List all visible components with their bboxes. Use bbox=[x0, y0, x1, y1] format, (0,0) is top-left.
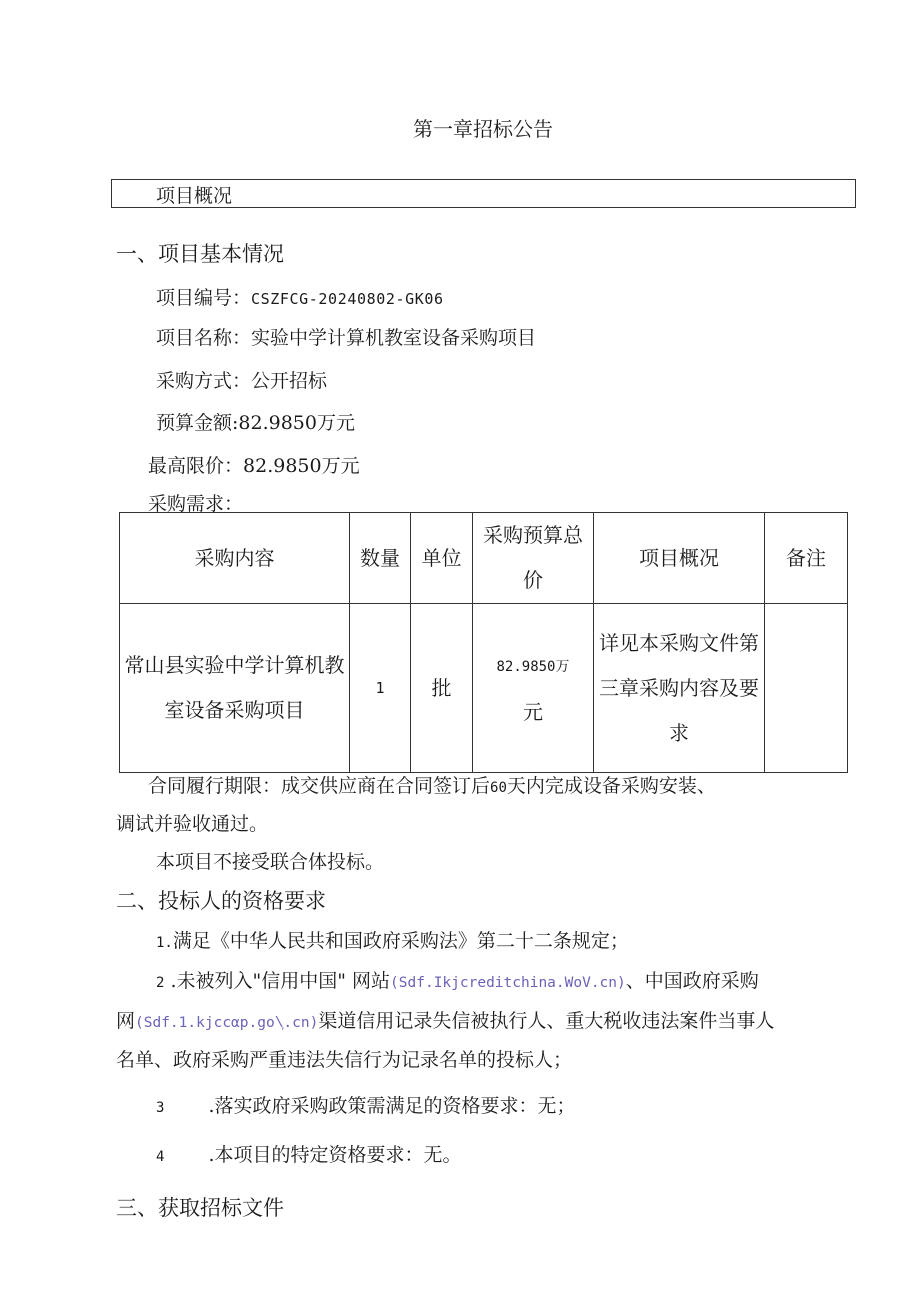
cell-remark bbox=[765, 604, 848, 773]
header-remark: 备注 bbox=[765, 513, 848, 604]
cell-content-line1: 常山县实验中学计算机教 bbox=[124, 653, 345, 677]
qual-item-4-text: .本项目的特定资格要求：无。 bbox=[208, 1144, 462, 1166]
overview-box bbox=[111, 179, 856, 208]
qual-item-2-num: 2 bbox=[156, 975, 165, 991]
qual-item-4 bbox=[156, 1140, 461, 1167]
qual-item-3 bbox=[156, 1091, 575, 1118]
qual-item-2-pre: .未被列入"信用中国" 网站 bbox=[170, 970, 391, 992]
procurement-method: 采购方式：公开招标 bbox=[156, 370, 328, 392]
qual-item-1 bbox=[156, 926, 629, 953]
contract-days: 60 bbox=[490, 780, 507, 796]
cell-qty: 1 bbox=[350, 604, 411, 773]
max-price-value: 82.9850万元 bbox=[243, 455, 360, 477]
table-header-row bbox=[120, 513, 848, 604]
header-budget-line2: 价 bbox=[523, 568, 543, 592]
qual-item-2-line2-pre: 网 bbox=[116, 1010, 136, 1032]
budget-label: 预算金额: bbox=[156, 412, 239, 434]
budget-line bbox=[156, 408, 355, 435]
qual-item-3-num: 3 bbox=[156, 1100, 165, 1116]
demand-label: 采购需求： bbox=[148, 493, 244, 515]
credit-china-link[interactable]: (Sdf.Ikjcreditchina.WoV.cn) bbox=[390, 975, 626, 991]
section1-heading: 一、项目基本情况 bbox=[116, 242, 284, 266]
cell-overview-line1: 详见本采购文件第 bbox=[599, 630, 759, 655]
cell-overview bbox=[594, 604, 765, 773]
procurement-table bbox=[119, 512, 848, 773]
overview-box-label: 项目概况 bbox=[156, 185, 233, 207]
cell-overview-line2: 三章采购内容及要 bbox=[599, 675, 759, 700]
project-no-value: CSZFCG-20240802-GK06 bbox=[251, 290, 444, 308]
chapter-title: 第一章招标公告 bbox=[413, 117, 553, 141]
header-budget bbox=[473, 513, 594, 604]
qual-item-2-line3: 名单、政府采购严重违法失信行为记录名单的投标人； bbox=[116, 1049, 573, 1071]
table-row bbox=[120, 604, 848, 773]
cell-budget bbox=[473, 604, 594, 773]
cell-content bbox=[120, 604, 350, 773]
qual-item-3-text: .落实政府采购政策需满足的资格要求：无； bbox=[208, 1095, 576, 1117]
cell-content-line2: 室设备采购项目 bbox=[164, 698, 305, 722]
qual-item-2-mid: 、中国政府采购 bbox=[625, 970, 759, 992]
project-no-line bbox=[156, 283, 444, 310]
contract-line2: 调试并验收通过。 bbox=[116, 813, 269, 835]
contract-pre: 合同履行期限：成交供应商在合同签订后 bbox=[148, 775, 491, 797]
header-overview: 项目概况 bbox=[594, 513, 765, 604]
qual-item-1-num: 1. bbox=[156, 935, 173, 951]
max-price-label: 最高限价： bbox=[148, 455, 244, 477]
header-budget-line1: 采购预算总 bbox=[483, 523, 583, 547]
budget-value: 82.9850万元 bbox=[238, 412, 355, 434]
cell-unit: 批 bbox=[411, 604, 473, 773]
cell-overview-line3: 求 bbox=[669, 720, 689, 745]
header-unit: 单位 bbox=[411, 513, 473, 604]
section2-heading: 二、投标人的资格要求 bbox=[116, 889, 326, 913]
project-name: 项目名称：实验中学计算机教室设备采购项目 bbox=[156, 327, 537, 349]
qual-item-2-line1 bbox=[156, 966, 759, 993]
ccgp-link[interactable]: (Sdf.1.kjccαp.go\᷊.cn) bbox=[135, 1015, 319, 1031]
max-price-line bbox=[148, 451, 360, 478]
project-no-label: 项目编号： bbox=[156, 287, 252, 309]
cell-budget-value: 82.9850万 bbox=[496, 658, 570, 675]
qual-item-2-line2-post: 渠道信用记录失信被执行人、重大税收违法案件当事人 bbox=[318, 1010, 775, 1032]
qual-item-2-line2 bbox=[116, 1006, 774, 1033]
cell-budget-line1 bbox=[475, 642, 591, 690]
no-consortium: 本项目不接受联合体投标。 bbox=[156, 851, 385, 873]
contract-post: 天内完成设备采购安装、 bbox=[506, 775, 716, 797]
header-content: 采购内容 bbox=[120, 513, 350, 604]
contract-line1 bbox=[148, 771, 716, 798]
header-qty: 数量 bbox=[350, 513, 411, 604]
cell-budget-line2: 元 bbox=[523, 699, 543, 724]
qual-item-4-num: 4 bbox=[156, 1149, 165, 1165]
section3-heading: 三、获取招标文件 bbox=[116, 1196, 284, 1220]
qual-item-1-text: 满足《中华人民共和国政府采购法》第二十二条规定； bbox=[172, 930, 629, 952]
